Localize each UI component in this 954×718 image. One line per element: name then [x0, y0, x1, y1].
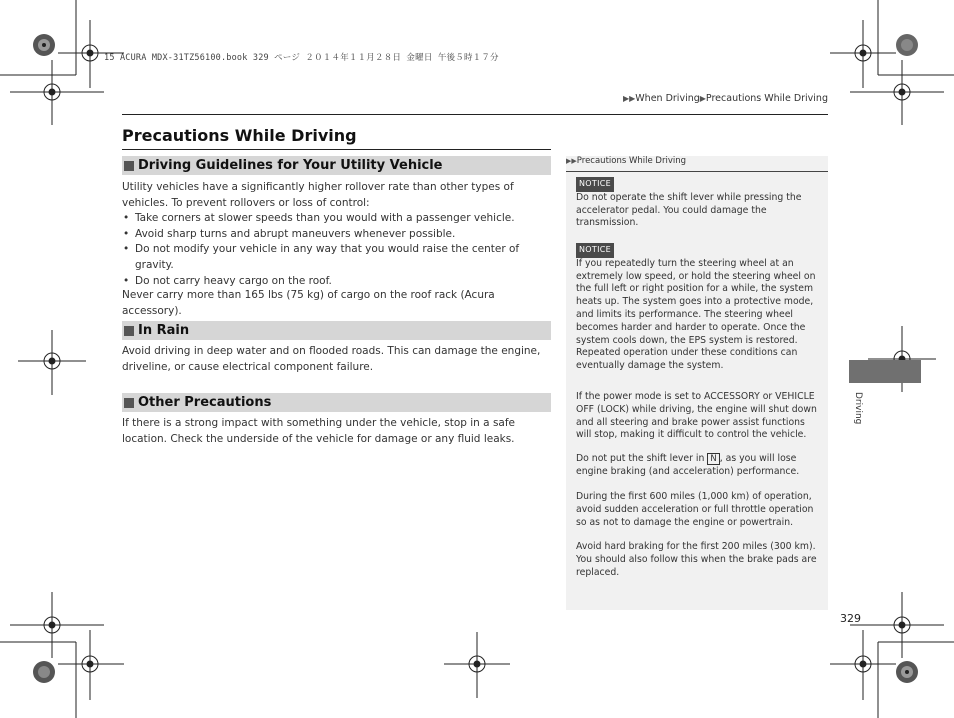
page-title: Precautions While Driving	[122, 126, 357, 145]
breadcrumb-item-when-driving[interactable]: When Driving	[635, 93, 700, 104]
list-item: • Avoid sharp turns and abrupt maneuvers whenever possible.	[122, 227, 554, 243]
list-item: • Take corners at slower speeds than you would with a passenger vehicle.	[122, 211, 554, 227]
section-heading-utility-vehicle	[122, 156, 551, 175]
sidebar-header-text[interactable]: Precautions While Driving	[576, 156, 686, 166]
section-body-utility-vehicle	[122, 180, 554, 289]
section-body-other-precautions: If there is a strong impact with something under the vehicle, stop in a safe location. Check the underside of the vehicle for damage or any fluid leaks.	[122, 417, 516, 445]
section-title: Other Precautions	[138, 395, 272, 410]
color-wheel-top-right	[896, 34, 918, 56]
sidebar-para-break-in: During the first 600 miles (1,000 km) of operation, avoid sudden acceleration or full throttle operation so as not to damage the engine or powertrain.	[576, 491, 814, 528]
chapter-tab-label: Driving	[853, 392, 863, 425]
section-heading-other-precautions	[122, 393, 551, 412]
notice-badge: NOTICE	[576, 177, 614, 192]
sidebar-para-shift-lever	[576, 453, 820, 479]
chapter-tab[interactable]	[849, 360, 921, 383]
section-square-icon	[124, 398, 134, 408]
breadcrumb-arrow-icon: ▶	[622, 94, 630, 103]
color-wheel-bottom-left	[33, 661, 55, 683]
color-wheel-top-left	[33, 34, 55, 56]
print-header: 15 ACURA MDX-31TZ56100.book 329 ページ ２０１４年１１月２８日 金曜日 午後５時１７分	[104, 53, 499, 63]
sidebar-notice-2	[576, 243, 820, 373]
breadcrumb-arrow-icon: ▶	[699, 94, 706, 103]
breadcrumb-item-precautions[interactable]: Precautions While Driving	[705, 93, 828, 104]
color-wheel-bottom-right	[896, 661, 918, 683]
guideline-list	[122, 211, 554, 289]
sidebar-rule	[566, 171, 828, 172]
sidebar-para-braking: Avoid hard braking for the first 200 miles (300 km). You should also follow this when the brake pads are replaced.	[576, 541, 817, 578]
sidebar-notice-1	[576, 177, 820, 230]
section-title: In Rain	[138, 323, 190, 338]
section-heading-in-rain	[122, 321, 551, 340]
notice-badge: NOTICE	[576, 243, 614, 258]
list-item: • Do not carry heavy cargo on the roof.	[122, 274, 554, 290]
para-text: , as you will lose engine braking (and acceleration) performance.	[576, 453, 800, 477]
section-intro: Utility vehicles have a significantly higher rollover rate than other types of vehicles. To prevent rollovers or loss of control:	[122, 181, 514, 209]
sidebar-header	[566, 156, 828, 166]
list-item: • Do not modify your vehicle in any way that you would raise the center of gravity.	[122, 242, 554, 273]
breadcrumb-arrow-icon: ▶	[629, 94, 636, 103]
para-text: Do not put the shift lever in	[576, 453, 705, 464]
section-outro: Never carry more than 165 lbs (75 kg) of cargo on the roof rack (Acura accessory).	[122, 289, 495, 317]
section-title: Driving Guidelines for Your Utility Vehicle	[138, 158, 443, 173]
reference-arrow-icon: ▶▶	[566, 157, 577, 165]
breadcrumb	[623, 93, 828, 104]
header-rule	[122, 114, 828, 115]
section-body-in-rain: Avoid driving in deep water and on flooded roads. This can damage the engine, driveline, or cause electrical component failure.	[122, 345, 541, 373]
notice-text: Do not operate the shift lever while pressing the accelerator pedal. You could damage the transmission.	[576, 191, 802, 229]
sidebar-para-power-mode: If the power mode is set to ACCESSORY or VEHICLE OFF (LOCK) while driving, the engine will shut down and all steering and brake power assist functions will stop, making it difficult to control the vehicle.	[576, 391, 817, 441]
shift-n-key-icon: N	[707, 453, 719, 465]
title-rule	[122, 149, 551, 150]
notice-text: If you repeatedly turn the steering wheel at an extremely low speed, or hold the steering wheel on the full left or right position for a while, the system heats up. The system goes into a protective mode, and limits its performance. The steering wheel becomes harder and harder to operate. Once the system cools down, the EPS system is restored. Repeated operation under these conditions can eventually damage the system.	[576, 257, 816, 372]
section-square-icon	[124, 161, 134, 171]
page-number: 329	[840, 612, 861, 625]
section-square-icon	[124, 326, 134, 336]
